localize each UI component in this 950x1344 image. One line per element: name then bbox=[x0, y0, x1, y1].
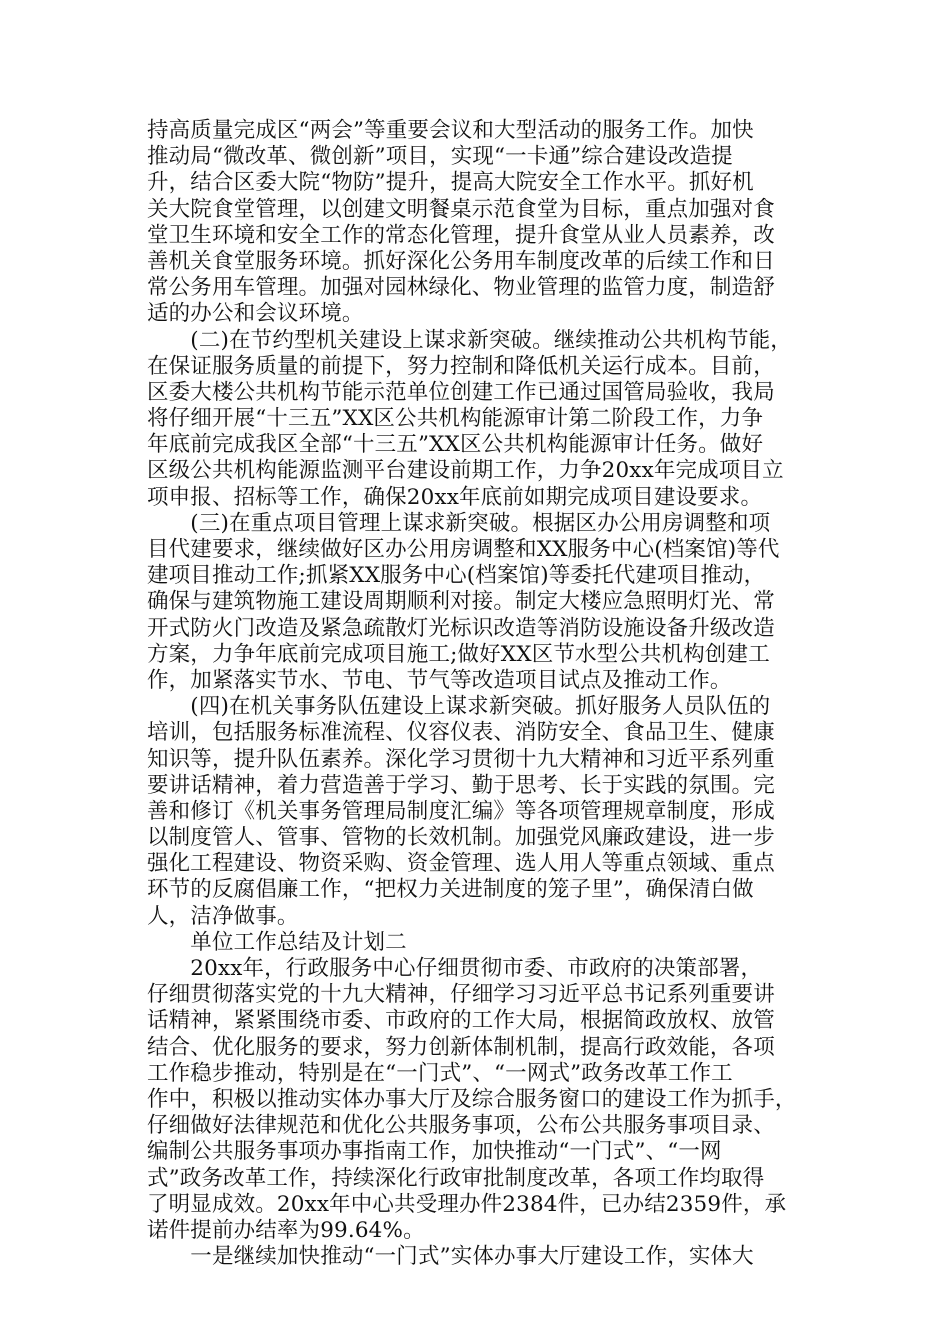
text-line: 常公务用车管理。加强对园林绿化、物业管理的监管力度，制造舒 bbox=[147, 275, 775, 301]
text-line: 方案，力争年底前完成项目施工;做好XX区节水型公共机构创建工 bbox=[147, 641, 770, 667]
text-line: 目代建要求，继续做好区办公用房调整和XX服务中心(档案馆)等代 bbox=[147, 537, 780, 562]
text-line: 在保证服务质量的前提下，努力控制和降低机关运行成本。目前， bbox=[147, 353, 775, 379]
text-line: 强化工程建设、物资采购、资金管理、选人用人等重点领域、重点 bbox=[147, 851, 775, 877]
text-line: 堂卫生环境和安全工作的常态化管理，提升食堂从业人员素养，改 bbox=[147, 222, 775, 248]
text-line: 确保与建筑物施工建设周期顺利对接。制定大楼应急照明灯光、常 bbox=[147, 589, 775, 615]
text-line: 项申报、招标等工作，确保20xx年底前如期完成项目建设要求。 bbox=[147, 484, 763, 510]
text-line: 区委大楼公共机构节能示范单位创建工作已通过国管局验收，我局 bbox=[147, 379, 775, 405]
text-line: 将仔细开展“十三五”XX区公共机构能源审计第二阶段工作，力争 bbox=[147, 406, 764, 432]
text-line: 工作稳步推动，特别是在“一门式”、“一网式”政务改革工作工 bbox=[147, 1060, 733, 1086]
text-line: 结合、优化服务的要求，努力创新体制机制，提高行政效能，各项 bbox=[147, 1034, 775, 1060]
text-line: 以制度管人、管事、管物的长效机制。加强党风廉政建设，进一步 bbox=[147, 825, 775, 851]
text-line: 开式防火门改造及紧急疏散灯光标识改造等消防设施设备升级改造 bbox=[147, 615, 775, 641]
text-line: 善和修订《机关事务管理局制度汇编》等各项管理规章制度，形成 bbox=[147, 798, 775, 824]
text-line: 作中，积极以推动实体办事大厅及综合服务窗口的建设工作为抓手， bbox=[147, 1086, 797, 1112]
text-line: 适的办公和会议环境。 bbox=[147, 301, 364, 327]
text-line: 善机关食堂服务环境。抓好深化公务用车制度改革的后续工作和日 bbox=[147, 248, 775, 274]
text-line: 作，加紧落实节水、节电、节气等改造项目试点及推动工作。 bbox=[147, 667, 732, 693]
document-body bbox=[147, 118, 807, 1270]
text-line: 仔细贯彻落实党的十九大精神，仔细学习习近平总书记系列重要讲 bbox=[147, 982, 775, 1008]
text-line: (四)在机关事务队伍建设上谋求新突破。抓好服务人员队伍的 bbox=[147, 694, 771, 720]
text-line: 人，洁净做事。 bbox=[147, 903, 299, 929]
text-line: (二)在节约型机关建设上谋求新突破。继续推动公共机构节能， bbox=[147, 327, 792, 353]
text-line: 单位工作总结及计划二 bbox=[147, 929, 407, 955]
text-line: 式”政务改革工作，持续深化行政审批制度改革，各项工作均取得 bbox=[147, 1165, 765, 1191]
text-line: 话精神，紧紧围绕市委、市政府的工作大局，根据简政放权、放管 bbox=[147, 1008, 775, 1034]
text-line: 诺件提前办结率为99.64%。 bbox=[147, 1217, 425, 1243]
text-line: 年底前完成我区全部“十三五”XX区公共机构能源审计任务。做好 bbox=[147, 432, 764, 458]
text-line: 区级公共机构能源监测平台建设前期工作，力争20xx年完成项目立 bbox=[147, 458, 784, 484]
text-line: 了明显成效。20xx年中心共受理办件2384件，已办结2359件，承 bbox=[147, 1191, 787, 1217]
text-line: (三)在重点项目管理上谋求新突破。根据区办公用房调整和项 bbox=[147, 510, 771, 536]
text-line: 建项目推动工作;抓紧XX服务中心(档案馆)等委托代建项目推动， bbox=[147, 563, 766, 589]
text-line: 培训，包括服务标准流程、仪容仪表、消防安全、食品卫生、健康 bbox=[147, 720, 775, 746]
text-line: 环节的反腐倡廉工作，“把权力关进制度的笼子里”，确保清白做 bbox=[147, 877, 754, 903]
text-line: 要讲话精神，着力营造善于学习、勤于思考、长于实践的氛围。完 bbox=[147, 772, 775, 798]
text-line: 持高质量完成区“两会”等重要会议和大型活动的服务工作。加快 bbox=[147, 118, 754, 143]
text-line: 20xx年，行政服务中心仔细贯彻市委、市政府的决策部署， bbox=[147, 956, 763, 981]
text-line: 编制公共服务事项办事指南工作，加快推动“一门式”、“一网 bbox=[147, 1139, 722, 1165]
text-line: 升，结合区委大院“物防”提升，提高大院安全工作水平。抓好机 bbox=[147, 170, 754, 196]
text-line: 推动局“微改革、微创新”项目，实现“一卡通”综合建设改造提 bbox=[147, 144, 733, 170]
text-line: 仔细做好法律规范和优化公共服务事项，公布公共服务事项目录、 bbox=[147, 1113, 775, 1139]
text-line: 一是继续加快推动“一门式”实体办事大厅建设工作，实体大 bbox=[147, 1244, 754, 1270]
text-line: 知识等，提升队伍素养。深化学习贯彻十九大精神和习近平系列重 bbox=[147, 746, 775, 772]
text-line: 关大院食堂管理，以创建文明餐桌示范食堂为目标，重点加强对食 bbox=[147, 196, 775, 222]
